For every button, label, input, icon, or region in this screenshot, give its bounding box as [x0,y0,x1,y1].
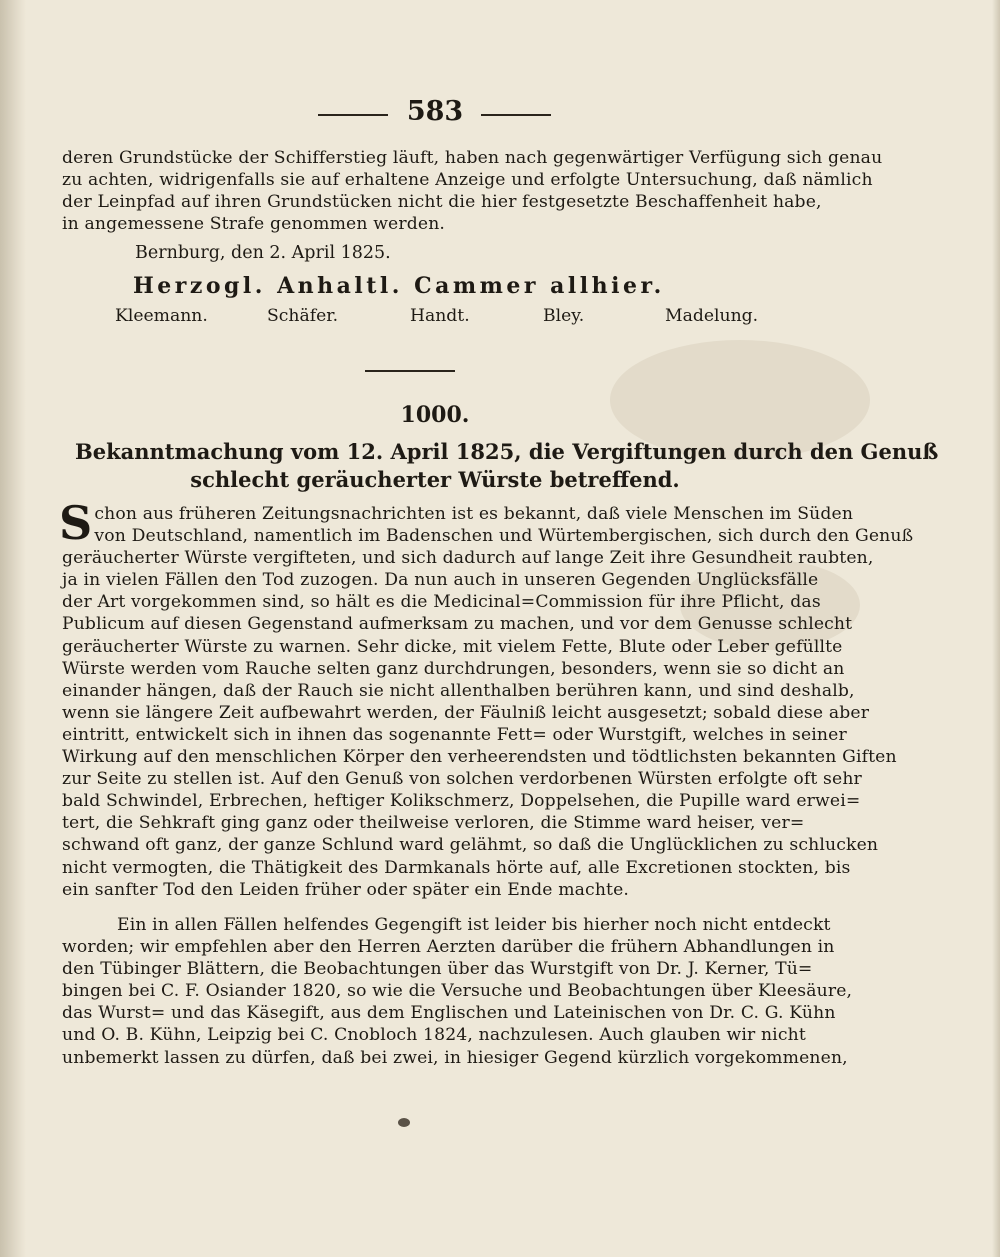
previous-section-text [62,147,883,235]
header-rule-left [318,114,388,116]
text-line: geräucherter Würste zu warnen. Sehr dicke, mit vielem Fette, Blute oder Leber gefüllte [62,636,843,657]
text-line: in angemessene Strafe genommen werden. [62,214,446,235]
signatory-name: Madelung. [665,306,759,326]
text-line: und O. B. Kühn, Leipzig bei C. Cnobloch 1824, nachzulesen. Auch glauben wir nicht [62,1025,806,1046]
signatory-name: Kleemann. [115,306,208,326]
text-line: der Art vorgekommen sind, so hält es die Medicinal=Commission für ihre Pflicht, das [62,592,821,613]
text-line: Wirkung auf den menschlichen Körper den verheerendsten und tödtlichsten bekannten Giften [62,747,897,768]
notice-paragraph-1 [59,496,914,901]
text-line: bingen bei C. F. Osiander 1820, so wie die Versuche und Beobachtungen über Kleesäure, [62,981,853,1002]
signatory-name: Schäfer. [267,306,339,326]
section-divider [365,370,455,372]
text-line: Ein in allen Fällen helfendes Gegengift ist leider bis hierher noch nicht entdeckt [117,915,831,935]
text-line: tert, die Sehkraft ging ganz oder theilweise verloren, die Stimme ward heiser, ver= [62,813,805,834]
title-line: schlecht geräucherter Würste betreffend. [190,467,680,492]
notice-title [75,438,939,494]
text-line: chon aus früheren Zeitungsnachrichten ist es bekannt, daß viele Menschen im Süden [94,504,854,524]
date-line: Bernburg, den 2. April 1825. [135,243,391,263]
page-edge-shadow [0,0,26,1257]
text-line: nicht vermogten, die Thätigkeit des Darmkanals hörte auf, alle Excretionen stockten, bis [62,857,851,878]
text-line: ja in vielen Fällen den Tod zuzogen. Da nun auch in unseren Gegenden Unglücksfälle [62,570,819,591]
header-rule-right [481,114,551,116]
title-line: Bekanntmachung vom 12. April 1825, die Vergiftungen durch den Genuß [75,439,939,464]
text-line: das Wurst= und das Käsegift, aus dem Englischen und Lateinischen von Dr. C. G. Kühn [62,1003,836,1024]
signatory-name: Bley. [543,306,585,326]
text-line: den Tübinger Blättern, die Beobachtungen über das Wurstgift von Dr. J. Kerner, Tü= [62,959,813,980]
text-line: deren Grundstücke der Schifferstieg läuft, haben nach gegenwärtiger Verfügung sich genau [62,148,883,168]
text-line: von Deutschland, namentlich im Badenschen und Würtembergischen, sich durch den Genuß [94,526,914,547]
text-line: worden; wir empfehlen aber den Herren Aerzten darüber die frühern Abhandlungen in [62,937,835,958]
ink-spot [398,1118,410,1127]
text-line: zur Seite zu stellen ist. Auf den Genuß von solchen verdorbenen Würsten erfolgte oft sehr [62,769,862,790]
text-line: Publicum auf diesen Gegenstand aufmerksam zu machen, und vor dem Genusse schlecht [62,614,853,635]
text-line: eintritt, entwickelt sich in ihnen das sogenannte Fett= oder Wurstgift, welches in seiner [62,724,847,745]
text-line: unbemerkt lassen zu dürfen, daß bei zwei, in hiesiger Gegend kürzlich vorgekommenen, [62,1047,848,1068]
text-line: der Leinpfad auf ihren Grundstücken nicht die hier festgesetzte Beschaffenheit habe, [62,192,822,213]
text-line: bald Schwindel, Erbrechen, heftiger Kolikschmerz, Doppelsehen, die Pupille ward erwei= [62,791,861,812]
page-header [0,96,1000,132]
notice-number: 1000. [400,402,470,428]
text-line: wenn sie längere Zeit aufbewahrt werden, der Fäulniß leicht ausgesetzt; sobald diese aber [62,702,870,723]
issuing-authority: Herzogl. Anhaltl. Cammer allhier. [133,273,665,299]
text-line: zu achten, widrigenfalls sie auf erhaltene Anzeige und erfolgte Untersuchung, daß nämlich [62,170,873,191]
text-line: geräucherter Würste vergifteten, und sich dadurch auf lange Zeit ihre Gesundheit raubten, [62,548,874,569]
page-edge-shadow [992,0,1000,1257]
page-number: 583 [406,96,464,127]
notice-paragraph-2 [62,914,853,1069]
text-line: schwand oft ganz, der ganze Schlund ward gelähmt, so daß die Unglücklichen zu schlucken [62,835,879,856]
text-line: ein sanfter Tod den Leiden früher oder später ein Ende machte. [62,879,630,900]
text-line: einander hängen, daß der Rauch sie nicht allenthalben berühren kann, und sind deshalb, [62,680,855,701]
text-line: Würste werden vom Rauche selten ganz durchdrungen, besonders, wenn sie so dicht an [62,658,845,679]
drop-cap: S [59,496,93,550]
signatory-name: Handt. [410,306,470,326]
